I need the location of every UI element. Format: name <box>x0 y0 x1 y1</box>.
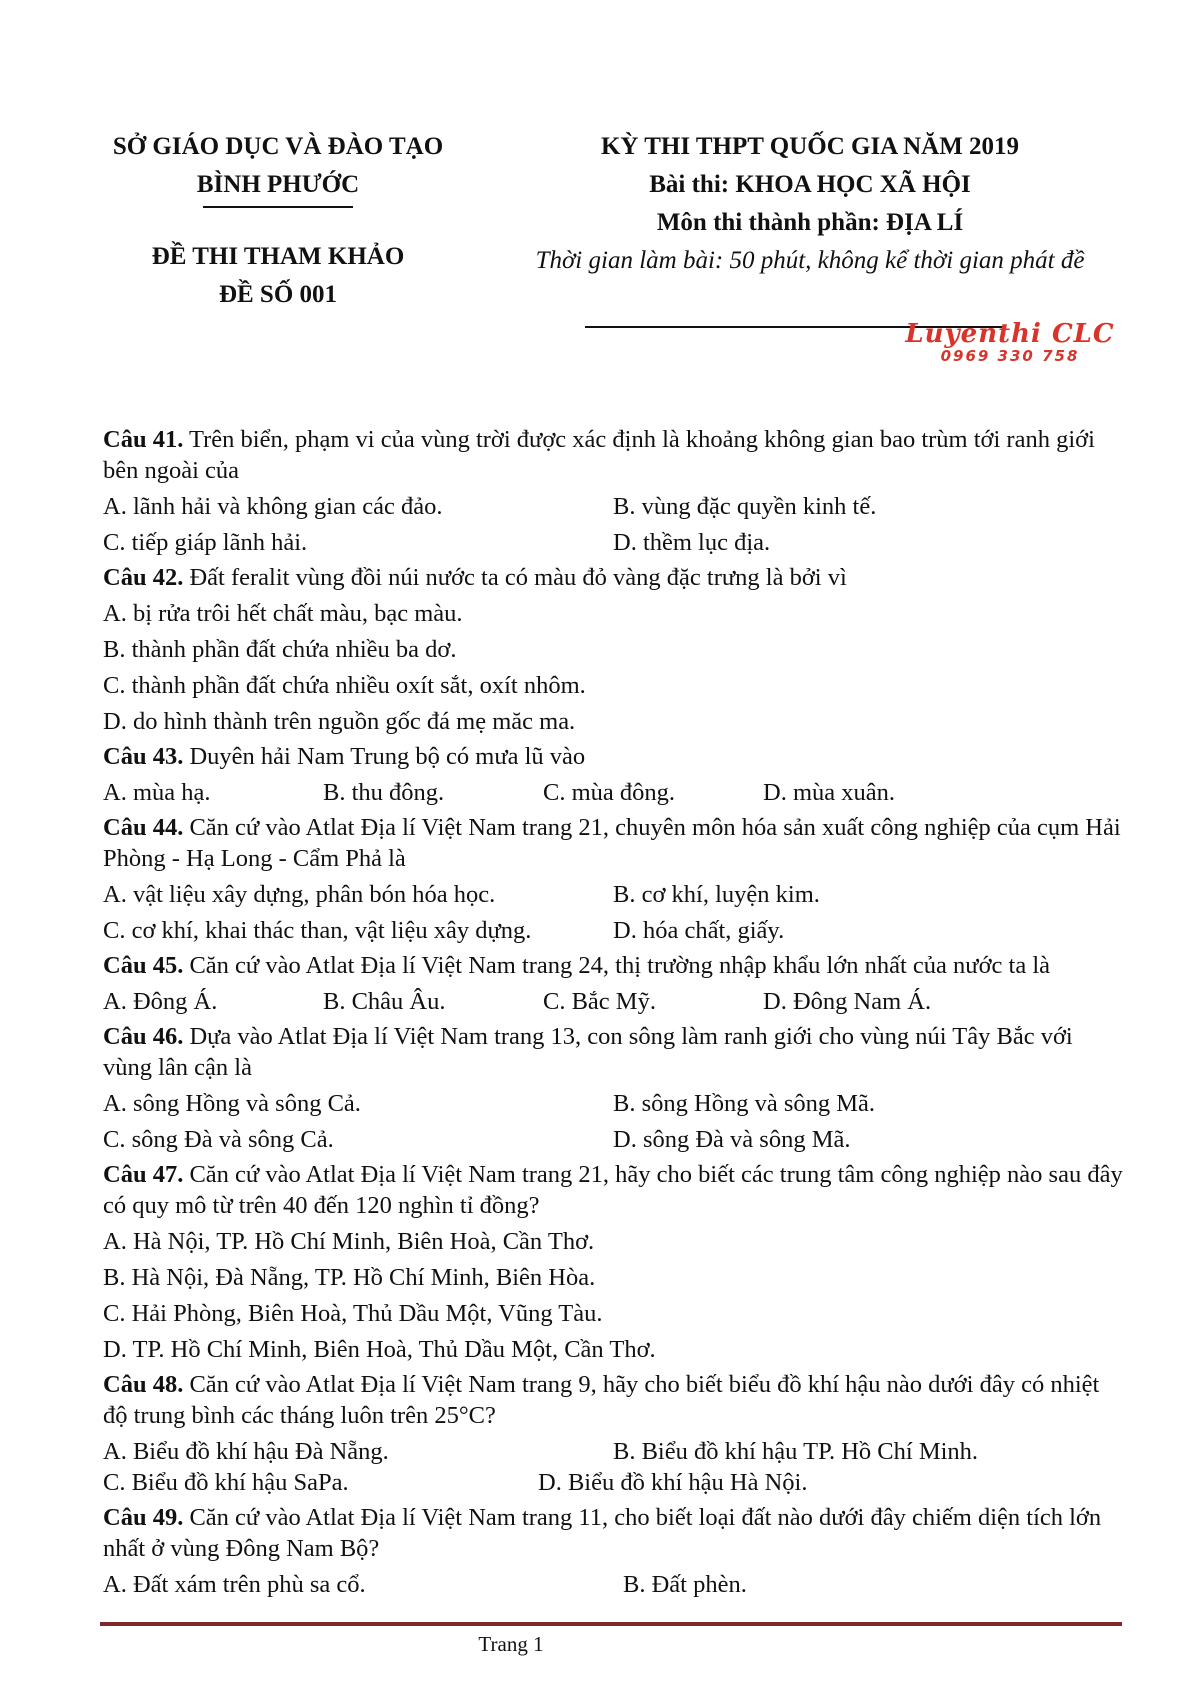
header-left <box>88 128 468 314</box>
question-49 <box>103 1502 1123 1600</box>
option-d[interactable]: D. TP. Hồ Chí Minh, Biên Hoà, Thủ Dầu Một, Cần Thơ. <box>103 1336 656 1363</box>
question-label: Câu 43. <box>103 743 184 770</box>
question-text: Trên biển, phạm vi của vùng trời được xác định là khoảng không gian bao trùm tới ranh giới bên ngoài của <box>103 426 1095 484</box>
question-45 <box>103 950 1123 1017</box>
header-left-underline <box>203 206 353 208</box>
question-text: Căn cứ vào Atlat Địa lí Việt Nam trang 21, hãy cho biết các trung tâm công nghiệp nào sau đây có quy mô từ trên 40 đến 120 nghìn tỉ đồng? <box>103 1161 1123 1219</box>
option-b[interactable]: B. Đất phèn. <box>623 1571 747 1598</box>
question-label: Câu 46. <box>103 1023 184 1050</box>
option-d[interactable]: D. mùa xuân. <box>763 779 895 806</box>
question-46 <box>103 1021 1123 1155</box>
option-a[interactable]: A. vật liệu xây dựng, phân bón hóa học. <box>103 881 496 908</box>
question-text: Căn cứ vào Atlat Địa lí Việt Nam trang 9, hãy cho biết biểu đồ khí hậu nào dưới đây có nhiệt độ trung bình các tháng luôn trên 25°C? <box>103 1371 1100 1429</box>
question-text: Dựa vào Atlat Địa lí Việt Nam trang 13, con sông làm ranh giới cho vùng núi Tây Bắc với vùng lân cận là <box>103 1023 1073 1081</box>
option-b[interactable]: B. Châu Âu. <box>323 988 446 1015</box>
option-a[interactable]: A. sông Hồng và sông Cả. <box>103 1090 361 1117</box>
option-c[interactable]: C. mùa đông. <box>543 779 676 806</box>
question-44 <box>103 812 1123 946</box>
option-a[interactable]: A. Biểu đồ khí hậu Đà Nẵng. <box>103 1438 389 1465</box>
option-d[interactable]: D. hóa chất, giấy. <box>613 917 785 944</box>
question-label: Câu 48. <box>103 1371 184 1398</box>
option-a[interactable]: A. lãnh hải và không gian các đảo. <box>103 493 443 520</box>
exam-title: KỲ THI THPT QUỐC GIA NĂM 2019 <box>600 133 1020 160</box>
watermark-logo <box>895 320 1125 364</box>
option-b[interactable]: B. vùng đặc quyền kinh tế. <box>613 493 877 520</box>
question-label: Câu 42. <box>103 564 184 591</box>
option-c[interactable]: C. Bắc Mỹ. <box>543 988 656 1015</box>
logo-name: Luyenthi CLC <box>905 319 1115 349</box>
exam-type: ĐỀ THI THAM KHẢO <box>151 242 405 270</box>
option-b[interactable]: B. sông Hồng và sông Mã. <box>613 1090 876 1117</box>
question-41 <box>103 424 1123 558</box>
exam-duration: Thời gian làm bài: 50 phút, không kể thời gian phát đề <box>535 247 1085 274</box>
question-list <box>103 420 1123 1600</box>
province-name: BÌNH PHƯỚC <box>196 171 360 198</box>
option-a[interactable]: A. bị rửa trôi hết chất màu, bạc màu. <box>103 600 463 627</box>
option-b[interactable]: B. thu đông. <box>323 779 445 806</box>
option-b[interactable]: B. thành phần đất chứa nhiều ba dơ. <box>103 636 457 663</box>
question-label: Câu 45. <box>103 952 184 979</box>
question-48 <box>103 1369 1123 1498</box>
question-43 <box>103 741 1123 808</box>
option-b[interactable]: B. Hà Nội, Đà Nẵng, TP. Hồ Chí Minh, Biên Hòa. <box>103 1264 596 1291</box>
option-d[interactable]: D. Đông Nam Á. <box>763 988 932 1015</box>
option-c[interactable]: C. Biểu đồ khí hậu SaPa. <box>103 1469 349 1496</box>
question-label: Câu 44. <box>103 814 184 841</box>
option-c[interactable]: C. tiếp giáp lãnh hải. <box>103 529 308 556</box>
option-a[interactable]: A. Đông Á. <box>103 988 218 1015</box>
option-d[interactable]: D. sông Đà và sông Mã. <box>613 1126 851 1153</box>
option-c[interactable]: C. thành phần đất chứa nhiều oxít sắt, oxít nhôm. <box>103 672 586 699</box>
question-text: Căn cứ vào Atlat Địa lí Việt Nam trang 11, cho biết loại đất nào dưới đây chiếm diện tích lớn nhất ở vùng Đông Nam Bộ? <box>103 1504 1102 1562</box>
department-name: SỞ GIÁO DỤC VÀ ĐÀO TẠO <box>112 133 444 160</box>
exam-subject-group: Bài thi: KHOA HỌC XÃ HỘI <box>649 171 971 198</box>
question-text: Căn cứ vào Atlat Địa lí Việt Nam trang 21, chuyên môn hóa sản xuất công nghiệp của cụm Hải Phòng - Hạ Long - Cẩm Phả là <box>103 814 1121 872</box>
question-label: Câu 49. <box>103 1504 184 1531</box>
question-47 <box>103 1159 1123 1365</box>
option-a[interactable]: A. mùa hạ. <box>103 779 211 806</box>
option-d[interactable]: D. thềm lục địa. <box>613 529 771 556</box>
option-b[interactable]: B. Biểu đồ khí hậu TP. Hồ Chí Minh. <box>613 1438 979 1465</box>
footer-rule <box>100 1622 1122 1626</box>
option-d[interactable]: D. Biểu đồ khí hậu Hà Nội. <box>538 1469 808 1496</box>
page-number: Trang 1 <box>478 1632 544 1656</box>
exam-number: ĐỀ SỐ 001 <box>218 280 338 308</box>
question-label: Câu 41. <box>103 426 184 453</box>
exam-subject: Môn thi thành phần: ĐỊA LÍ <box>656 209 964 236</box>
question-text: Duyên hải Nam Trung bộ có mưa lũ vào <box>189 743 586 770</box>
option-c[interactable]: C. Hải Phòng, Biên Hoà, Thủ Dầu Một, Vũng Tàu. <box>103 1300 603 1327</box>
option-b[interactable]: B. cơ khí, luyện kim. <box>613 881 820 908</box>
logo-phone: 0969 330 758 <box>940 347 1080 365</box>
question-text: Căn cứ vào Atlat Địa lí Việt Nam trang 24, thị trường nhập khẩu lớn nhất của nước ta là <box>189 952 1051 979</box>
header-right <box>480 128 1140 280</box>
option-c[interactable]: C. cơ khí, khai thác than, vật liệu xây dựng. <box>103 917 532 944</box>
question-text: Đất feralit vùng đồi núi nước ta có màu đỏ vàng đặc trưng là bởi vì <box>189 564 847 591</box>
question-42 <box>103 562 1123 737</box>
option-c[interactable]: C. sông Đà và sông Cả. <box>103 1126 334 1153</box>
option-d[interactable]: D. do hình thành trên nguồn gốc đá mẹ măc ma. <box>103 708 576 735</box>
question-label: Câu 47. <box>103 1161 184 1188</box>
option-a[interactable]: A. Đất xám trên phù sa cổ. <box>103 1571 366 1598</box>
option-a[interactable]: A. Hà Nội, TP. Hồ Chí Minh, Biên Hoà, Cần Thơ. <box>103 1228 595 1255</box>
